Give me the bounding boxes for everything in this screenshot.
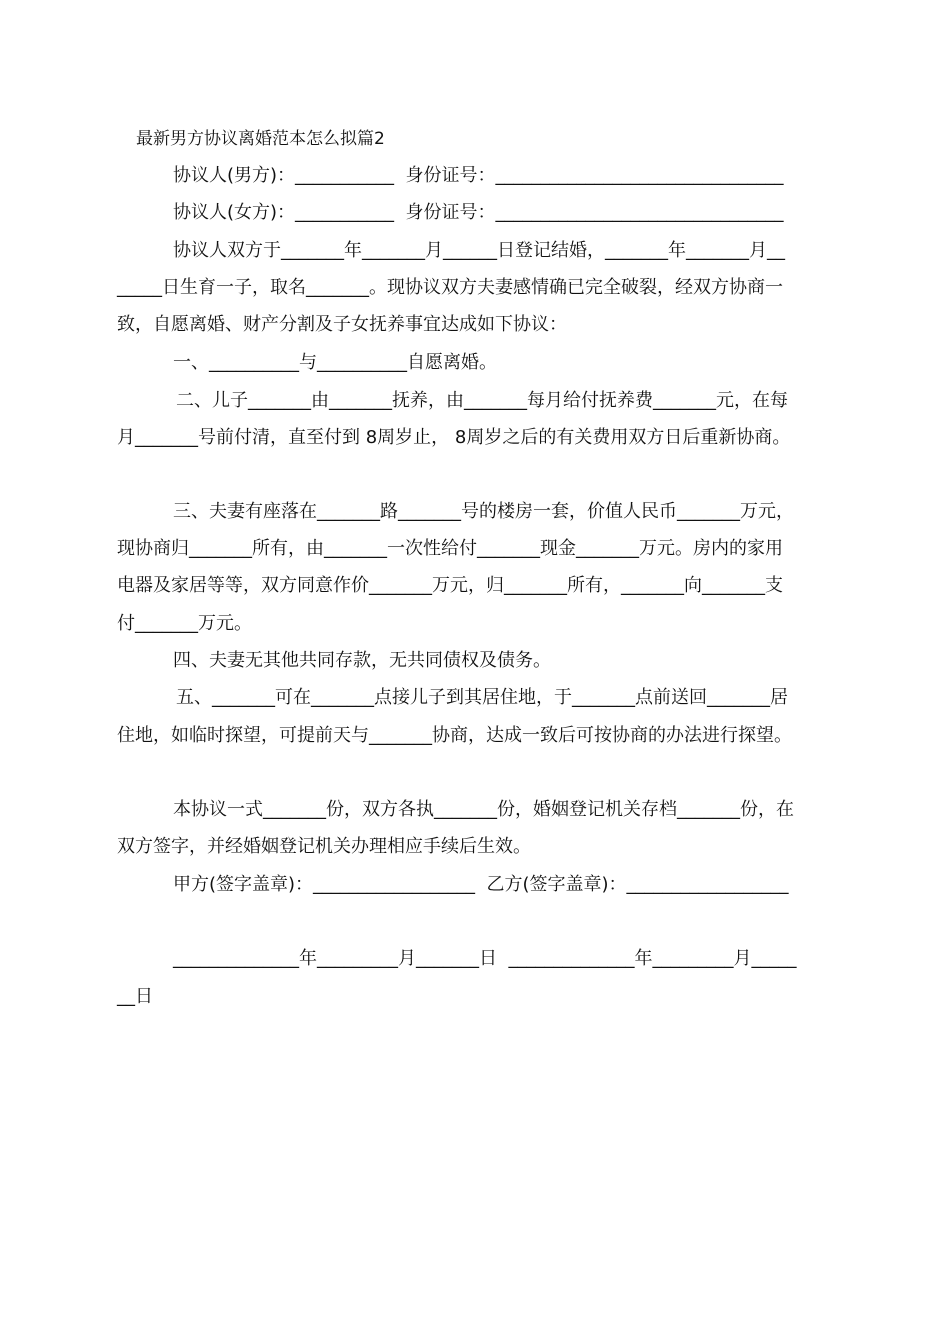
- clause-2-continued: 月_______号前付清，直至付到 8周岁止， 8周岁之后的有关费用双方日后重新协商。: [117, 427, 791, 448]
- clause-3-continued: 电器及家居等等，双方同意作价_______万元，归_______所有，_______向_______支: [117, 575, 783, 596]
- date-line: ______________年_________月_______日 ______________年_________月_____: [173, 948, 797, 969]
- clause-3: 三、夫妻有座落在_______路_______号的楼房一套，价值人民币_______万元，: [173, 501, 794, 522]
- clause-1: 一、__________与__________自愿离婚。: [173, 352, 497, 373]
- clause-3-continued: 付_______万元。: [117, 613, 252, 634]
- party-male-line: 协议人(男方)：___________ 身份证号：________________________________: [173, 165, 784, 186]
- party-female-line: 协议人(女方)：___________ 身份证号：________________________________: [173, 202, 784, 223]
- clause-2: 二、儿子_______由_______抚养，由_______每月给付抚养费_______元，在每: [176, 390, 788, 411]
- document-title: 最新男方协议离婚范本怎么拟篇2: [136, 129, 385, 149]
- copies-clause-continued: 双方签字，并经婚姻登记机关办理相应手续后生效。: [117, 836, 531, 857]
- paragraph-line: 致，自愿离婚、财产分割及子女抚养事宜达成如下协议：: [117, 314, 567, 335]
- clause-5-continued: 住地，如临时探望，可提前天与_______协商，达成一致后可按协商的办法进行探望。: [117, 725, 792, 746]
- paragraph-line: _____日生育一子，取名_______。现协议双方夫妻感情确已完全破裂，经双方协商一: [117, 277, 783, 298]
- date-line-continued: __日: [117, 986, 153, 1007]
- clause-3-continued: 现协商归_______所有，由_______一次性给付_______现金_______万元。房内的家用: [117, 538, 783, 559]
- clause-5: 五、_______可在_______点接儿子到其居住地，于_______点前送回_______居: [176, 687, 788, 708]
- clause-4: 四、夫妻无其他共同存款，无共同债权及债务。: [173, 650, 551, 671]
- paragraph-line: 协议人双方于_______年_______月______日登记结婚，_______年_______月__: [173, 240, 785, 261]
- signature-line: 甲方(签字盖章)：__________________ 乙方(签字盖章)：__________________: [173, 874, 789, 895]
- copies-clause: 本协议一式_______份，双方各执_______份，婚姻登记机关存档_______份，在: [173, 799, 794, 820]
